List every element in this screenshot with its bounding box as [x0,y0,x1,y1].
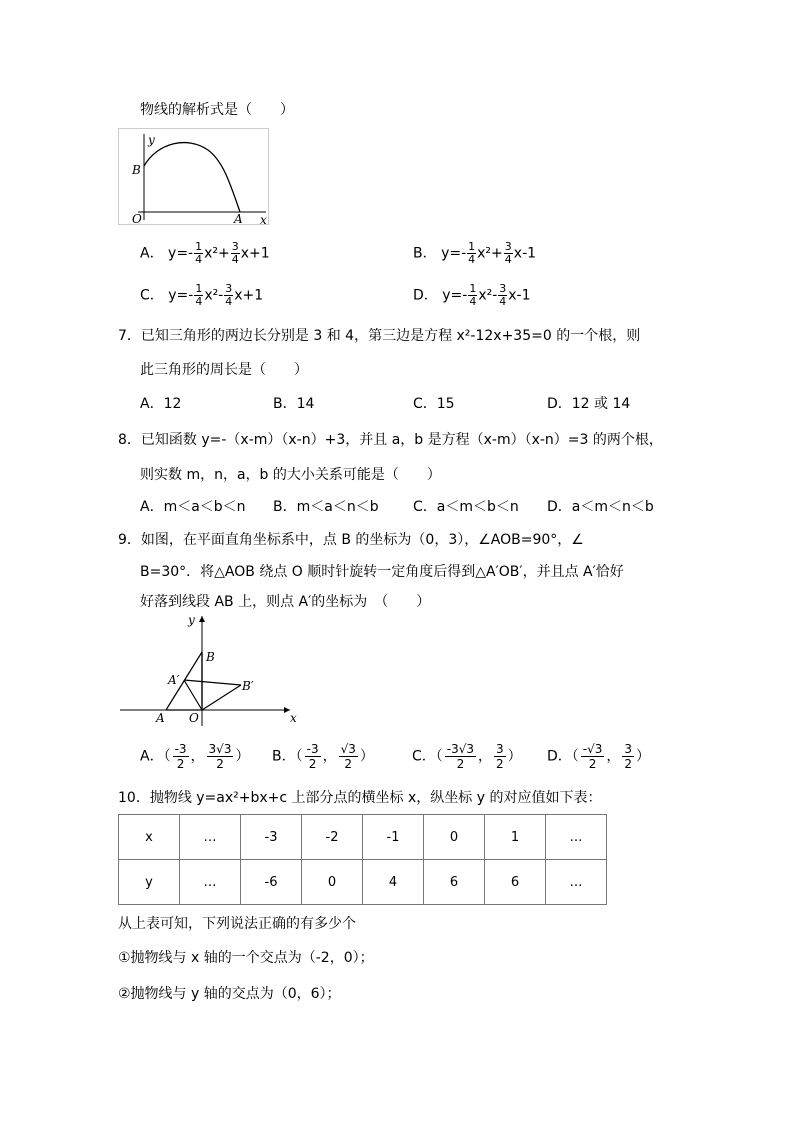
q8-line2: 则实数 m，n，a，b 的大小关系可能是（ ） [140,467,441,483]
q9-option-a[interactable]: A．（ $\frac{-3}{2}$ ， $\frac{3√3}{2}$ ） [140,742,250,771]
table-row [119,815,607,860]
q7-line2: 此三角形的周长是（ ） [140,362,308,378]
q7-option-b[interactable]: B．14 [273,396,315,412]
table-cell: -6 [241,860,302,905]
q7-option-a[interactable]: A．12 [140,396,182,412]
q10-statement-2: ②抛物线与 y 轴的交点为（0，6）； [118,986,341,1002]
q8-option-c[interactable]: C．a＜m＜b＜n [413,499,519,515]
q6-option-b[interactable]: B． y=- $\frac{1}{4}$ x²+ $\frac{3}{4}$ x-1 [413,240,537,266]
q9-line3: 好落到线段 AB 上，则点 A′的坐标为 （ ） [140,594,431,610]
q8-option-a[interactable]: A．m＜a＜b＜n [140,499,246,515]
q7-option-c[interactable]: C．15 [413,396,455,412]
q10-stem: 10．抛物线 y=ax²+bx+c 上部分点的横坐标 x，纵坐标 y 的对应值如下表： [118,790,602,806]
q9-label-a-prime: A′ [168,673,180,687]
q6-parabola-graph [118,128,278,228]
table-cell: 1 [485,815,546,860]
q9-label-a: A [156,711,165,725]
q9-label-b-prime: B′ [242,679,254,693]
q9-label-o: O [189,711,199,725]
q6-label-o: O [132,212,142,226]
q6-label-a: A [234,212,243,226]
q9-line2: B=30°．将△AOB 绕点 O 顺时针旋转一定角度后得到△A′OB′，并且点 A′恰好 [140,564,624,580]
q8-option-b[interactable]: B．m＜a＜n＜b [273,499,379,515]
q9-label-b: B [206,650,215,664]
table-cell: 0 [302,860,363,905]
table-cell: 0 [424,815,485,860]
q10-after-text: 从上表可知，下列说法正确的有多少个 [118,916,356,932]
table-cell: -2 [302,815,363,860]
table-cell: … [546,860,607,905]
q9-option-c[interactable]: C．（ $\frac{-3√3}{2}$ ， $\frac{3}{2}$ ） [412,742,522,771]
q8-option-d[interactable]: D．a＜m＜n＜b [547,499,654,515]
q6-label-b: B [132,163,141,177]
table-cell: … [546,815,607,860]
q6-label-y: y [148,133,155,147]
table-cell: -3 [241,815,302,860]
q6-label-x: x [260,213,267,227]
q6-stem: 物线的解析式是（ ） [140,102,294,118]
q6-option-c[interactable]: C． y=- $\frac{1}{4}$ x²- $\frac{3}{4}$ x+1 [140,282,264,308]
table-cell: -1 [363,815,424,860]
q10-statement-1: ①抛物线与 x 轴的一个交点为（-2，0）； [118,950,374,966]
q9-line1: 9．如图，在平面直角坐标系中，点 B 的坐标为（0，3），∠AOB=90°，∠ [118,532,584,548]
table-cell: … [180,815,241,860]
q6-option-a[interactable]: A． y=- $\frac{1}{4}$ x²+ $\frac{3}{4}$ x+1 [140,240,270,266]
table-cell: x [119,815,180,860]
q9-label-y: y [188,613,195,627]
table-row [119,860,607,905]
table-cell: … [180,860,241,905]
q9-label-x: x [290,711,297,725]
table-cell: 6 [424,860,485,905]
q7-option-d[interactable]: D．12 或 14 [547,396,631,412]
q6-option-d[interactable]: D． y=- $\frac{1}{4}$ x²- $\frac{3}{4}$ x-1 [413,282,531,308]
table-cell: 6 [485,860,546,905]
q10-value-table [118,814,607,905]
q9-option-d[interactable]: D．（ $\frac{-√3}{2}$ ， $\frac{3}{2}$ ） [547,742,651,771]
table-cell: y [119,860,180,905]
q9-option-b[interactable]: B．（ $\frac{-3}{2}$ ， $\frac{√3}{2}$ ） [272,742,374,771]
table-cell: 4 [363,860,424,905]
q8-line1: 8．已知函数 y=-（x-m）（x-n）+3，并且 a，b 是方程（x-m）（x-n）=3 的两个根， [118,432,663,448]
q7-line1: 7．‌已知三角形的两边长分别是 3 和 4，第三边是方程 x²-12x+35=0 的一个根，则 [118,328,641,344]
q9-rotation-graph [118,612,308,728]
